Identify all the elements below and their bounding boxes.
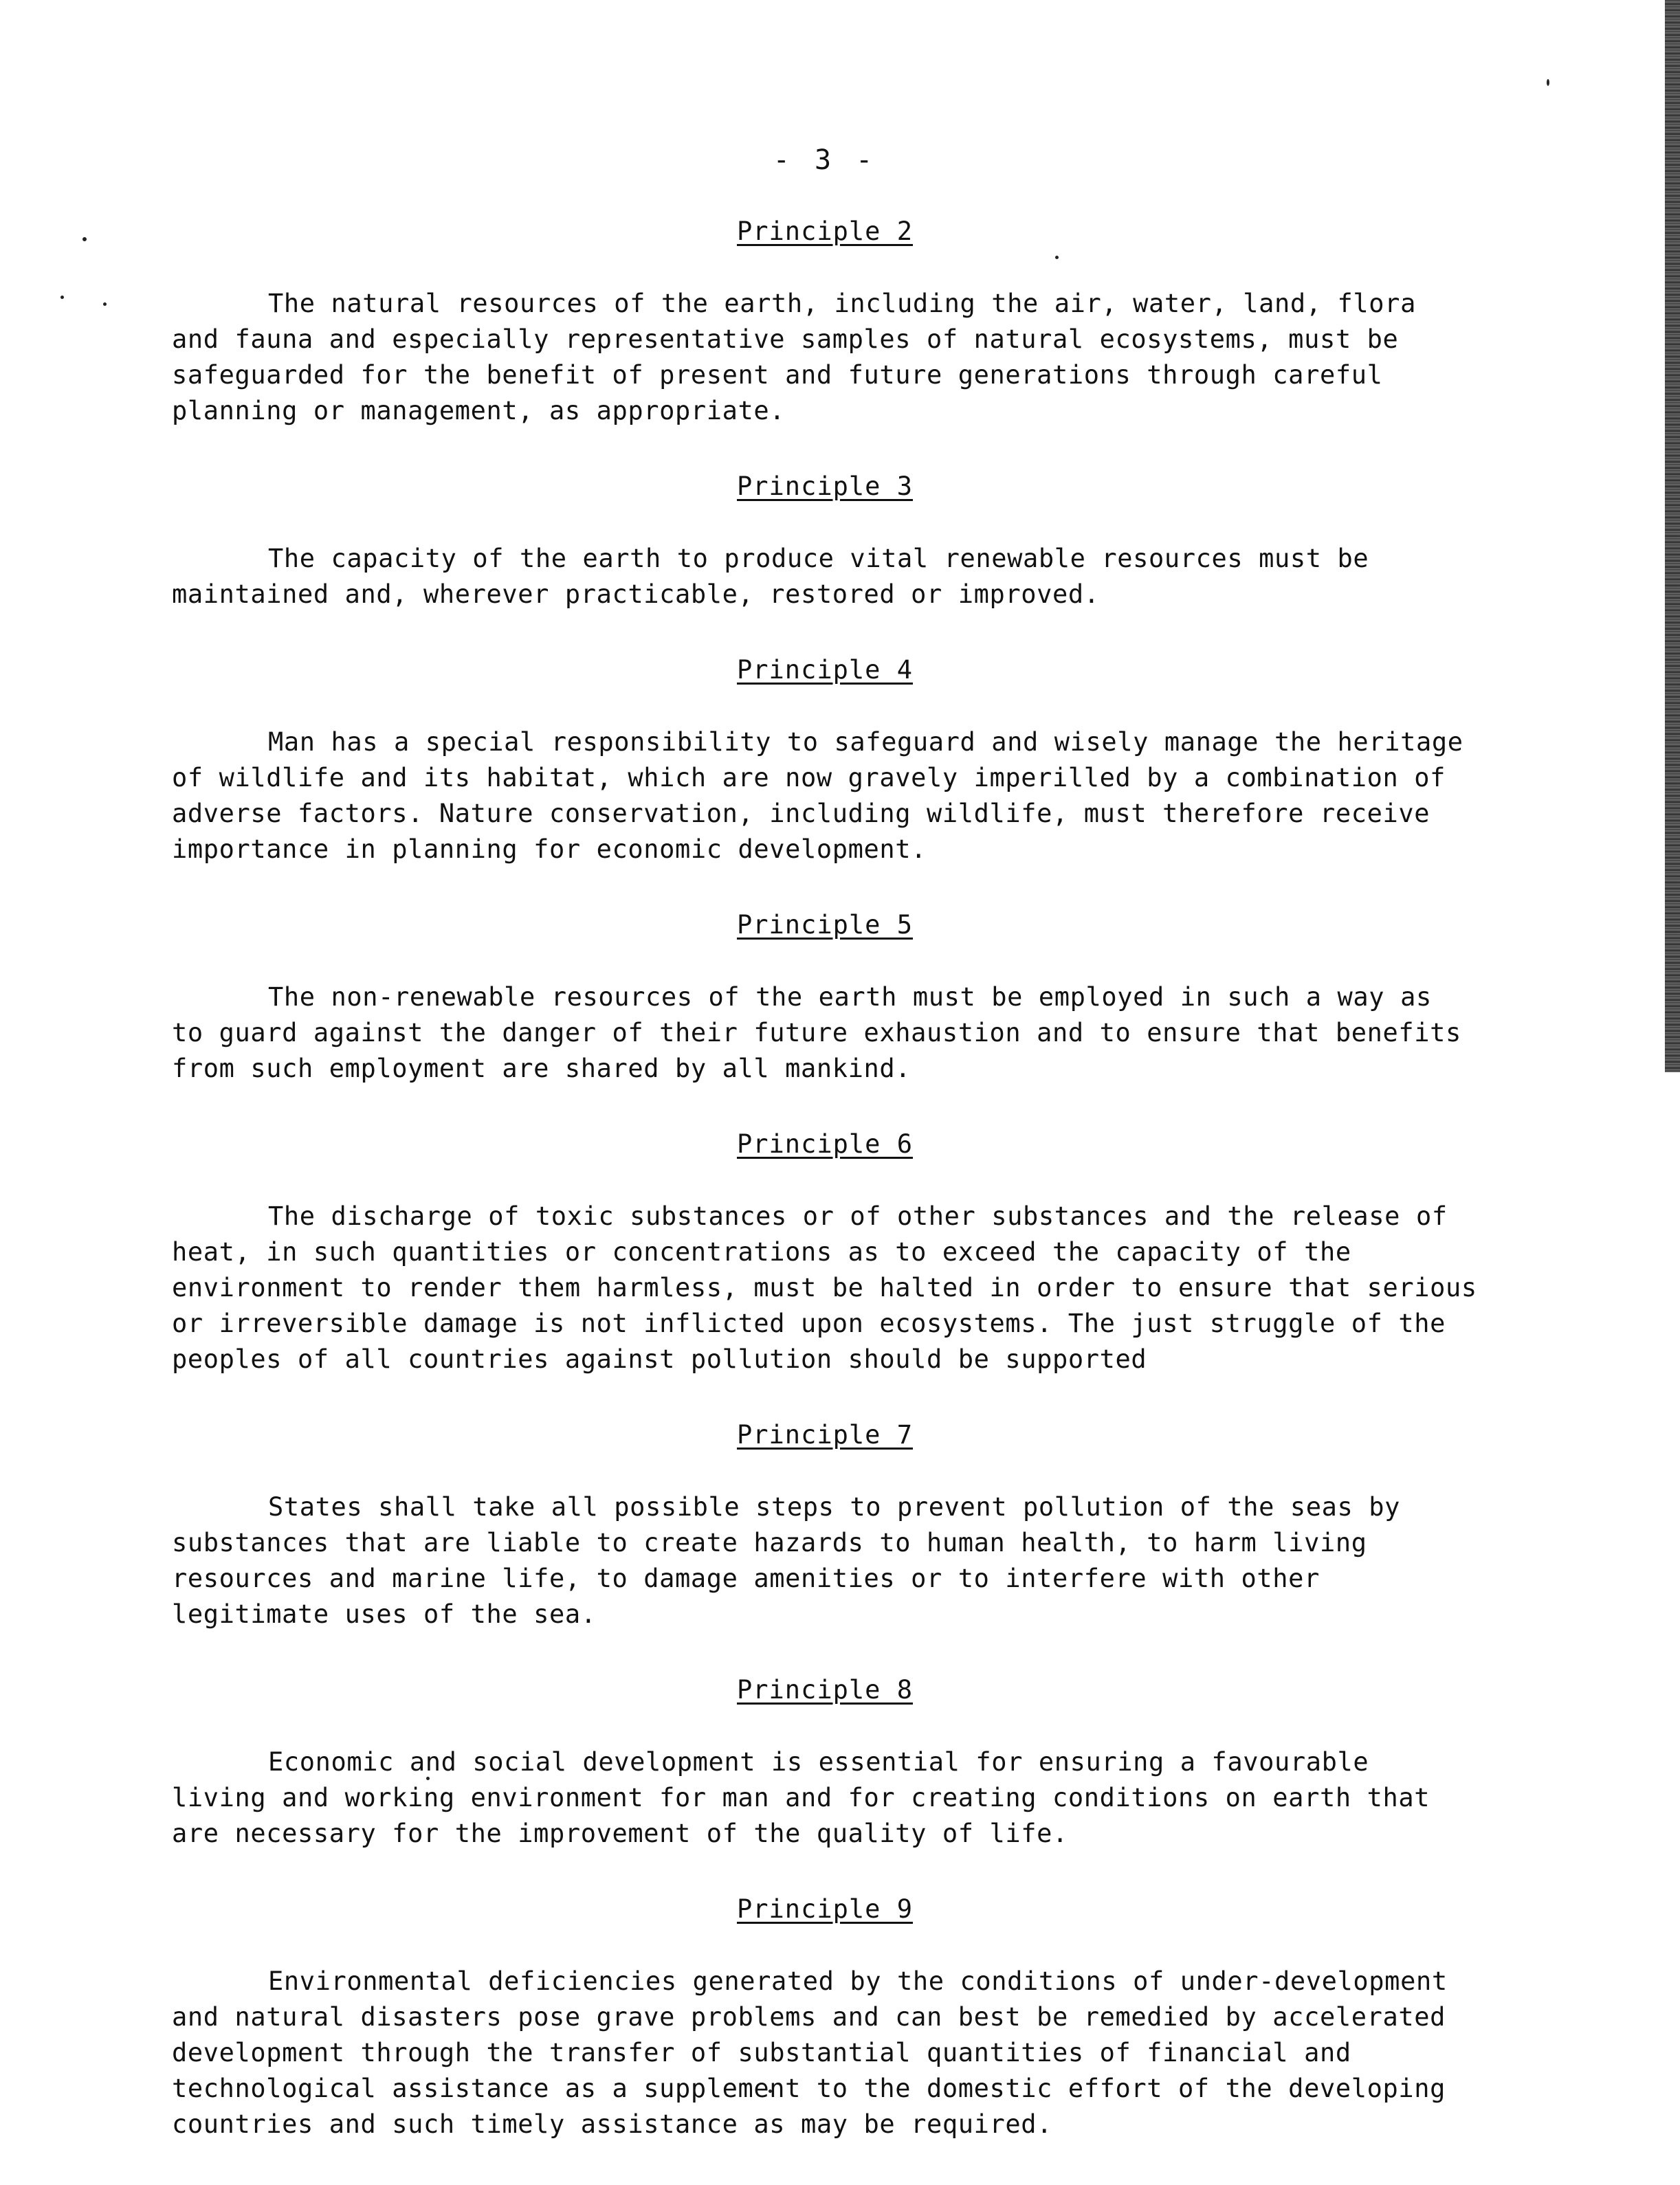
principle-heading: Principle 5: [736, 910, 914, 940]
principle-text: The capacity of the earth to produce vital renewable resources must be maintained and, wherever practicable, restored or improved.: [172, 544, 1369, 609]
principle-section: [172, 910, 1478, 1087]
page-number: - 3 -: [773, 144, 877, 176]
principle-section: [172, 1420, 1478, 1632]
principle-section: [172, 1894, 1478, 2142]
principle-heading: Principle 2: [736, 217, 914, 246]
principle-section: [172, 1129, 1478, 1377]
scan-speck: [103, 302, 107, 306]
principle-section: [172, 472, 1478, 612]
principle-text: The discharge of toxic substances or of other substances and the release of heat, in such quantities or concentrations as to exceed the capacity of the environment to render them harmless, must be halted in order to ensure that serious or irreversible damage is not inflicted upon ecosystems. The just struggle of the peoples of all countries against pollution should be supported: [172, 1201, 1477, 1374]
principle-section: [172, 1675, 1478, 1852]
scan-speck: [60, 296, 64, 299]
scan-edge-shadow: [1665, 0, 1680, 1072]
principle-text: States shall take all possible steps to prevent pollution of the seas by substances that are liable to create hazards to human health, to harm living resources and marine life, to damage amenities or to interfere with other legitimate uses of the sea.: [172, 1492, 1401, 1629]
principle-text: Environmental deficiencies generated by the conditions of under-development and natural disasters pose grave problems and can best be remedied by accelerated development through the transfer of substantial quantities of financial and technological assistance as a supplement to the domestic effort of the developing countries and such timely assistance as may be required.: [172, 1966, 1448, 2139]
principle-heading: Principle 4: [736, 655, 914, 685]
principle-heading: Principle 3: [736, 472, 914, 501]
principle-text: The non-renewable resources of the earth must be employed in such a way as to guard against the danger of their future exhaustion and to ensure that benefits from such employment are shared by all mankind.: [172, 982, 1461, 1083]
scan-speck: [82, 237, 87, 241]
principle-heading: Principle 8: [736, 1675, 914, 1705]
principle-heading: Principle 7: [736, 1420, 914, 1450]
principle-text: The natural resources of the earth, including the air, water, land, flora and fauna and especially representative samples of natural ecosystems, must be safeguarded for the benefit of present and future generations through careful planning or management, as appropriate.: [172, 289, 1416, 425]
principle-heading: Principle 9: [736, 1894, 914, 1924]
scan-speck: [1547, 79, 1549, 86]
principle-heading: Principle 6: [736, 1129, 914, 1159]
principle-section: [172, 217, 1478, 429]
principle-text: Man has a special responsibility to safeguard and wisely manage the heritage of wildlife and its habitat, which are now gravely imperilled by a combination of adverse factors. Nature conservation, including wildlife, must therefore receive importance in planning for economic development.: [172, 727, 1463, 864]
principles-list: [172, 217, 1478, 2185]
principle-text: Economic and social development is essential for ensuring a favourable living and working environment for man and for creating conditions on earth that are necessary for the improvement of the quality of life.: [172, 1747, 1430, 1848]
principle-section: [172, 655, 1478, 867]
